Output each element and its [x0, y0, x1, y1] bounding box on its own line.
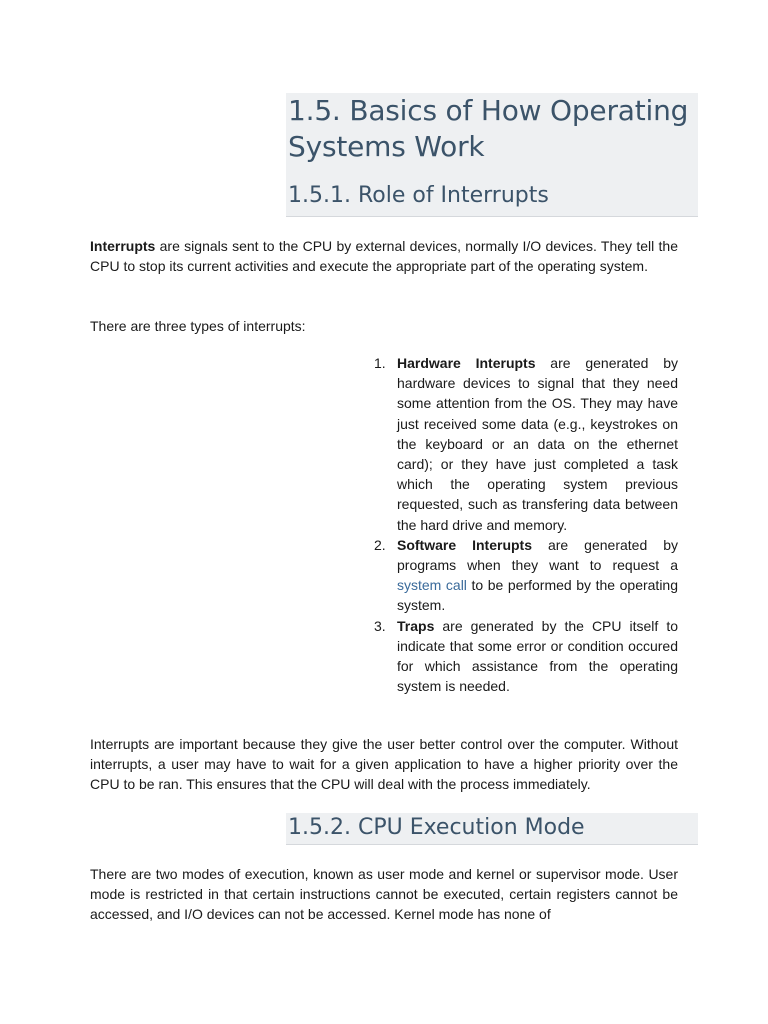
software-interrupts-term: Software Interupts	[397, 536, 532, 553]
interrupts-definition-text: are signals sent to the CPU by external devices, normally I/O devices. They tell the CPU to stop its current activities and execute the appropriate part of the operating system.	[90, 238, 678, 275]
interrupts-definition-paragraph	[90, 236, 678, 276]
system-call-link[interactable]: system call	[397, 577, 467, 594]
interrupts-importance-paragraph: Interrupts are important because they give the user better control over the computer. Without interrupts, a user may have to wait for a given application to have a higher priority over the CPU to be ran. This ensures that the CPU will deal with the process immediately.	[90, 736, 678, 793]
subsection-heading-block	[286, 813, 698, 845]
list-item-hardware-interrupts	[374, 353, 678, 535]
subsection-title-role-of-interrupts: 1.5.1. Role of Interrupts	[288, 183, 549, 208]
subsection-title-cpu-execution-mode: 1.5.2. CPU Execution Mode	[288, 815, 585, 840]
hardware-interrupts-term: Hardware Interupts	[397, 355, 536, 371]
list-item-software-interrupts	[374, 535, 678, 616]
list-item-traps	[374, 616, 678, 697]
software-interrupts-text-before: are generated by programs when they want to request a	[397, 536, 679, 574]
interrupt-types-intro: There are three types of interrupts:	[90, 318, 306, 334]
interrupt-types-list	[374, 353, 678, 696]
interrupts-term: Interrupts	[90, 238, 156, 254]
software-interrupts-text-after: to be performed by the operating system.	[397, 577, 678, 614]
list-number: 3.	[374, 617, 386, 634]
list-number: 1.	[374, 355, 386, 371]
section-title: 1.5. Basics of How Operating Systems Work	[288, 94, 689, 163]
list-number: 2.	[374, 536, 386, 553]
hardware-interrupts-text: are generated by hardware devices to signal that they need some attention from the OS. They may have just received some data (e.g., keystrokes on the keyboard or an data on the ethernet card); or they have just completed a task which the operating system previous requested, such as transfering data between the hard drive and memory.	[397, 355, 678, 533]
traps-text: are generated by the CPU itself to indicate that some error or condition occured for which assistance from the operating system is needed.	[397, 617, 678, 695]
execution-modes-paragraph: There are two modes of execution, known as user mode and kernel or supervisor mode. User mode is restricted in that certain instructions cannot be executed, certain registers cannot be accessed, and I/O devices can not be accessed. Kernel mode has none of	[90, 866, 678, 923]
traps-term: Traps	[397, 617, 435, 634]
section-heading-block	[286, 93, 698, 217]
